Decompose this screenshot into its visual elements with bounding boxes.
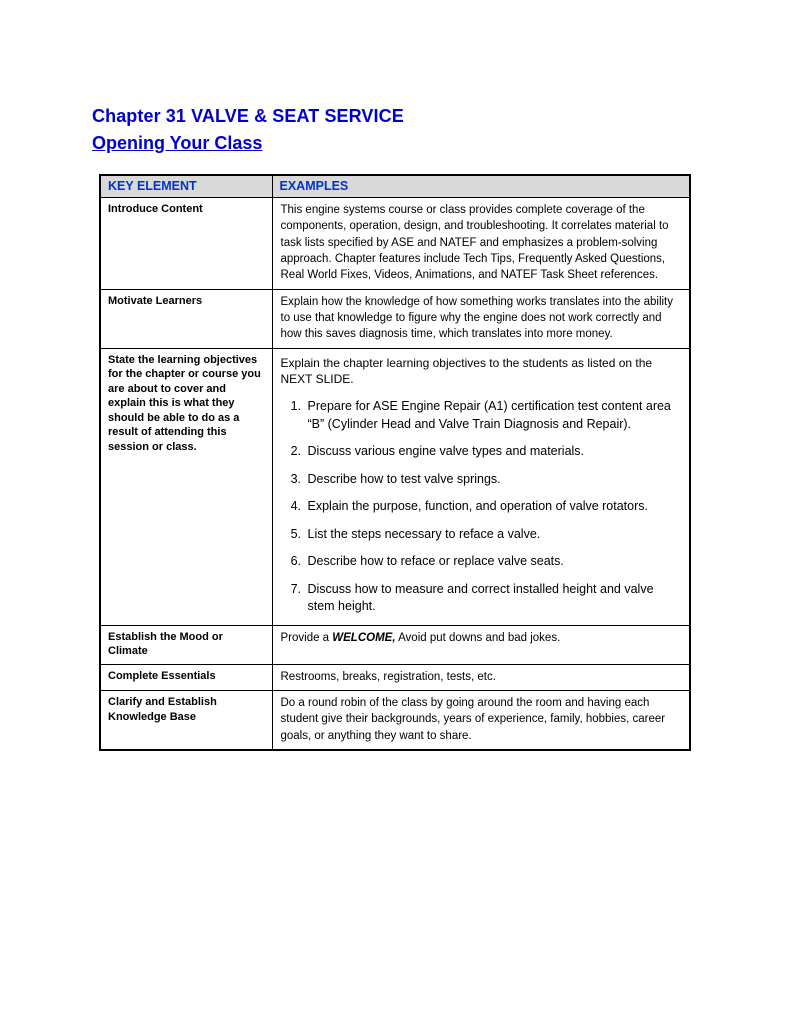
page-title: Chapter 31 VALVE & SEAT SERVICE (92, 106, 404, 126)
table-header-row (100, 175, 690, 198)
key-cell: Establish the Mood or Climate (100, 625, 272, 664)
objective-item: 7. Discuss how to measure and correct installed height and valve stem height. (305, 581, 682, 616)
example-cell: Explain how the knowledge of how something works translates into the ability to use that knowledge to figure why the engine does not work correctly and how this saves diagnosis time, which translates into more money. (272, 289, 690, 348)
objective-item: 5. List the steps necessary to reface a valve. (305, 526, 682, 544)
table-row-introduce-content (100, 198, 690, 290)
table-row-establish-mood (100, 625, 690, 664)
header-examples: EXAMPLES (272, 175, 690, 198)
table-row-clarify-knowledge (100, 691, 690, 750)
example-cell (272, 348, 690, 625)
example-cell: This engine systems course or class provides complete coverage of the components, operation, design, and troubleshooting. It correlates material to task lists specified by ASE and NATEF and emphasizes a problem-solving approach. Chapter features include Tech Tips, Frequently Asked Questions, Real World Fixes, Videos, Animations, and NATEF Task Sheet references. (272, 198, 690, 290)
objective-item: 3. Describe how to test valve springs. (305, 471, 682, 489)
page-subtitle: Opening Your Class (92, 133, 263, 153)
opening-class-table (99, 174, 691, 751)
objective-item: 1. Prepare for ASE Engine Repair (A1) certification test content area “B” (Cylinder Head and Valve Train Diagnosis and Repair). (305, 398, 682, 433)
example-text-prefix: Provide a (280, 631, 333, 644)
objective-item: 4. Explain the purpose, function, and operation of valve rotators. (305, 498, 682, 516)
objectives-intro: Explain the chapter learning objectives to the students as listed on the NEXT SLIDE. (280, 355, 653, 387)
key-cell: Motivate Learners (100, 289, 272, 348)
table-row-learning-objectives (100, 348, 690, 625)
key-cell: State the learning objectives for the chapter or course you are about to cover and explain this is what they should be able to do as a result of attending this session or class. (100, 348, 272, 625)
example-cell: Restrooms, breaks, registration, tests, etc. (272, 664, 690, 690)
objective-item: 2. Discuss various engine valve types and materials. (305, 443, 682, 461)
table-row-motivate-learners (100, 289, 690, 348)
example-cell: Do a round robin of the class by going around the room and having each student give their backgrounds, years of experience, family, hobbies, career goals, or anything they want to share. (272, 691, 690, 750)
objective-item: 6. Describe how to reface or replace valve seats. (305, 553, 682, 571)
example-cell (272, 625, 690, 664)
table-row-complete-essentials (100, 664, 690, 690)
example-text-suffix: Avoid put downs and bad jokes. (395, 631, 561, 644)
welcome-emphasis-text: WELCOME, (332, 631, 396, 644)
objectives-list (281, 398, 682, 616)
key-cell: Clarify and Establish Knowledge Base (100, 691, 272, 750)
key-cell: Introduce Content (100, 198, 272, 290)
header-key-element: KEY ELEMENT (100, 175, 272, 198)
key-cell: Complete Essentials (100, 664, 272, 690)
